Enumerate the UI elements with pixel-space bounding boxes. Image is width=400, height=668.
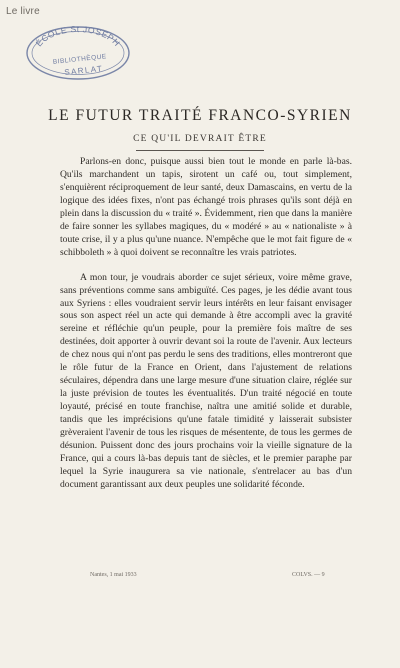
stamp-line-3: SARLAT [63, 64, 104, 78]
paragraph-1: Parlons-en donc, puisque aussi bien tout le monde en parle là-bas. Qu'ils marchandent un tapis, sirotent un café ou, tout simplement, s'enquièrent réciproquement de leur santé, deux Damascains, en vertu de la logique des idées fixes, n'ont pas échangé trois phrases qu'ils sont déjà en plein dans la discussion du « traité ». Évidemment, rien que dans la manière de faire sonner les syllabes magiques, du « modéré » au « nationaliste » à toute crise, il y a plus qu'une nuance. N'empêche que le mot fait figure de « schibboleth » à quoi doivent se reconnaître les vrais patriotes. [60, 156, 352, 258]
stamp-line-2: BIBLIOTHÈQUE [52, 53, 108, 66]
article-subtitle: CE QU'IL DEVRAIT ÊTRE [133, 134, 267, 144]
logo-text: Le livre [6, 6, 40, 17]
paragraph-gap [60, 260, 352, 272]
title-rule [136, 150, 264, 151]
article-title: LE FUTUR TRAITÉ FRANCO-SYRIEN [48, 107, 352, 124]
paragraph-2: A mon tour, je voudrais aborder ce sujet sérieux, voire même grave, sans préventions comme sans ambiguïté. Ces pages, je les dédie avant tous aux Syriens : elles voudraient servir leurs intérêts en leur faisant envisager sous son aspect réel un acte qui demande à être accompli avec la gravité sereine et réfléchie qu'un peuple, pour la première fois maître de ses destinées, doit apporter à ouvrir devant soi la route de l'avenir. Aux lecteurs de chez nous qui n'ont pas perdu le sens des traditions, elles montreront que le rôle futur de la France en Orient, dans l'ajustement de relations séculaires, dépendra dans une large mesure d'une situation claire, réglée sur la juste prévision de toutes les éventualités. D'un traité négocié en toute loyauté, précisé en toute franchise, naîtra une amitié solide et durable, tandis que les imprécisions qu'une fatale timidité y laisserait subsister grèveraient l'avenir de tous les risques de mésentente, de tous les germes de désunion. Puissent donc des jours prochains voir la vieille signature de la France, qui a cours là-bas depuis tant de siècles, et le premier paraphe par lequel la Syrie inaugurera sa vie nationale, s'entrelacer au bas d'un document garantissant aux deux peuples une solidarité féconde. [60, 271, 352, 490]
stamp-line-1: ÉCOLE St JOSEPH [33, 24, 123, 49]
library-stamp [24, 24, 132, 82]
footer-date: Nantes, 1 mai 1933 [90, 572, 137, 578]
svg-text:ÉCOLE St JOSEPH [34, 24, 123, 48]
article-body [60, 156, 352, 492]
publisher-logo [6, 6, 40, 17]
footer-page-ref: COLVS. — 9 [292, 572, 325, 578]
